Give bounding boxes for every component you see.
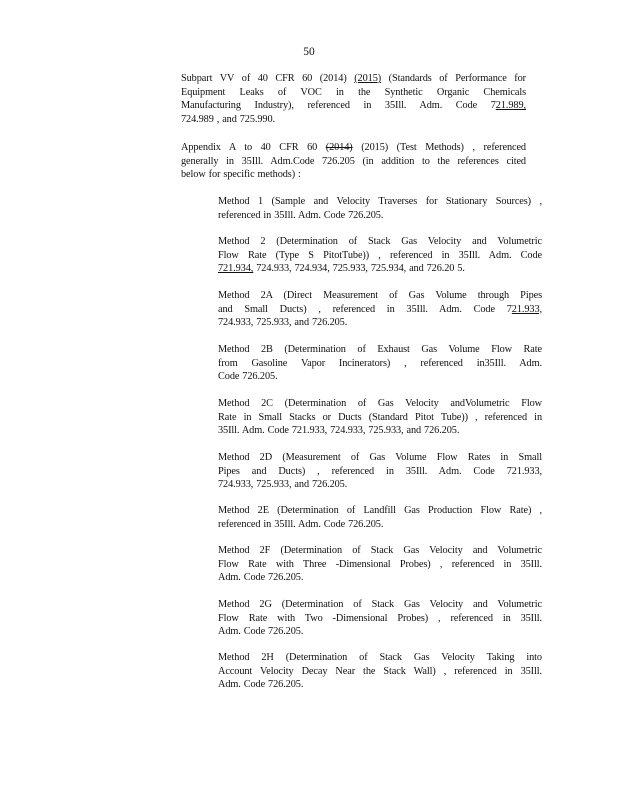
text-segment: Equipment Leaks of VOC in the Synthetic Organic Chemicals: [181, 86, 526, 98]
text-line: [218, 249, 542, 263]
text-segment: Adm. Code 726.205.: [218, 679, 304, 691]
text-line: [218, 612, 542, 626]
text-segment: Method 2E (Determination of Landfill Gas Production Flow Rate) ,: [218, 505, 542, 516]
text-line: [218, 678, 542, 692]
method-2f-entry: [218, 544, 542, 585]
text-segment: Manufacturing Industry), referenced in 35Ill. Adm. Code 7: [181, 100, 496, 112]
text-segment: Flow Rate with Three -Dimensional Probes) , referenced in 35Ill.: [218, 558, 542, 570]
text-line: [218, 235, 542, 249]
text-segment: 724.933, 725.933, and 726.205.: [218, 317, 348, 329]
text-line: [218, 370, 542, 384]
text-segment: 724.933, 725.933, and 726.205.: [218, 479, 348, 491]
method-2a-entry: [218, 289, 542, 330]
text-line: [218, 397, 542, 411]
method-2g-entry: [218, 598, 542, 639]
text-line: [218, 424, 542, 438]
method-2b-entry: [218, 343, 542, 384]
method-2-entry: [218, 235, 542, 276]
text-segment: Method 2F (Determination of Stack Gas Velocity and Volumetric: [218, 545, 542, 556]
text-line: [218, 598, 542, 612]
text-segment: referenced in 35Ill. Adm. Code 726.205.: [218, 209, 384, 221]
text-line: [181, 72, 526, 86]
text-line: [181, 141, 526, 155]
text-segment: Pipes and Ducts) , referenced in 35Ill. Adm. Code 721.933,: [218, 465, 542, 477]
text-segment: Flow Rate (Type S PitotTube)) , referenced in 35Ill. Adm. Code: [218, 249, 542, 261]
method-1-entry: [218, 195, 542, 222]
text-segment: Rate in Small Stacks or Ducts (Standard Pitot Tube)) , referenced in: [218, 411, 542, 423]
text-line: [218, 289, 542, 303]
text-line: [218, 262, 542, 276]
text-segment: Code 726.205.: [218, 371, 278, 383]
text-line: [218, 303, 542, 317]
text-segment: (Standards of Performance for: [381, 73, 526, 84]
text-segment: and Small Ducts) , referenced in 35Ill. Adm. Code 7: [218, 303, 512, 315]
text-segment: Adm. Code 726.205.: [218, 626, 304, 638]
text-segment: Method 2D (Measurement of Gas Volume Flow Rates in Small: [218, 452, 542, 463]
text-segment: Subpart VV of 40 CFR 60 (2014): [181, 73, 355, 84]
text-segment: (2015) (Test Methods) , referenced: [352, 142, 526, 153]
text-line: [218, 651, 542, 665]
text-segment: Flow Rate with Two -Dimensional Probes) , referenced in 35Ill.: [218, 612, 542, 624]
text-segment: Method 2G (Determination of Stack Gas Velocity and Volumetric: [218, 599, 542, 610]
text-line: [218, 451, 542, 465]
method-2c-entry: [218, 397, 542, 438]
text-line: [181, 155, 526, 169]
text-line: [218, 343, 542, 357]
underlined-text: (2015): [354, 73, 382, 84]
text-segment: Method 2B (Determination of Exhaust Gas Volume Flow Rate: [218, 344, 542, 355]
text-segment: Method 2 (Determination of Stack Gas Velocity and Volumetric: [218, 236, 542, 247]
underlined-text: 721.934,: [218, 263, 254, 275]
text-line: [218, 478, 542, 492]
text-line: [218, 357, 542, 371]
text-line: [218, 504, 542, 518]
text-segment: 724.989 , and 725.990.: [181, 113, 275, 125]
text-line: [218, 465, 542, 479]
method-2h-entry: [218, 651, 542, 692]
method-2e-entry: [218, 504, 542, 531]
text-line: [218, 558, 542, 572]
text-line: [218, 544, 542, 558]
text-line: [218, 316, 542, 330]
text-line: [218, 571, 542, 585]
text-line: [181, 113, 526, 127]
paragraph-subpart-vv: [181, 72, 526, 126]
struck-text: (2014): [325, 142, 353, 153]
method-2d-entry: [218, 451, 542, 492]
text-line: [181, 99, 526, 113]
text-segment: generally in 35Ill. Adm.Code 726.205 (in addition to the references cited: [181, 155, 526, 167]
text-segment: 724.933, 724.934, 725.933, 725.934, and 726.20 5.: [253, 263, 465, 275]
text-segment: referenced in 35Ill. Adm. Code 726.205.: [218, 518, 384, 530]
text-segment: Method 2A (Direct Measurement of Gas Volume through Pipes: [218, 290, 542, 301]
text-line: [181, 86, 526, 100]
underlined-text: 21.933,: [511, 303, 542, 315]
text-segment: Method 2C (Determination of Gas Velocity andVolumetric Flow: [218, 398, 542, 409]
underlined-text: 21.989,: [495, 100, 526, 112]
text-segment: 35Ill. Adm. Code 721.933, 724.933, 725.933, and 726.205.: [218, 425, 460, 437]
text-segment: Method 1 (Sample and Velocity Traverses for Stationary Sources) ,: [218, 196, 542, 207]
text-line: [218, 518, 542, 532]
text-segment: Appendix A to 40 CFR 60: [181, 142, 326, 153]
page-number: 50: [303, 46, 315, 58]
text-segment: below for specific methods) :: [181, 169, 301, 181]
paragraph-appendix-a: [181, 141, 526, 182]
text-segment: from Gasoline Vapor Incinerators) , referenced in35Ill. Adm.: [218, 357, 542, 369]
text-segment: Account Velocity Decay Near the Stack Wall) , referenced in 35Ill.: [218, 665, 542, 677]
text-line: [218, 625, 542, 639]
text-line: [218, 195, 542, 209]
text-line: [181, 168, 526, 182]
text-segment: Adm. Code 726.205.: [218, 572, 304, 584]
text-line: [218, 209, 542, 223]
text-line: [218, 411, 542, 425]
text-segment: Method 2H (Determination of Stack Gas Velocity Taking into: [218, 652, 542, 663]
text-line: [218, 665, 542, 679]
